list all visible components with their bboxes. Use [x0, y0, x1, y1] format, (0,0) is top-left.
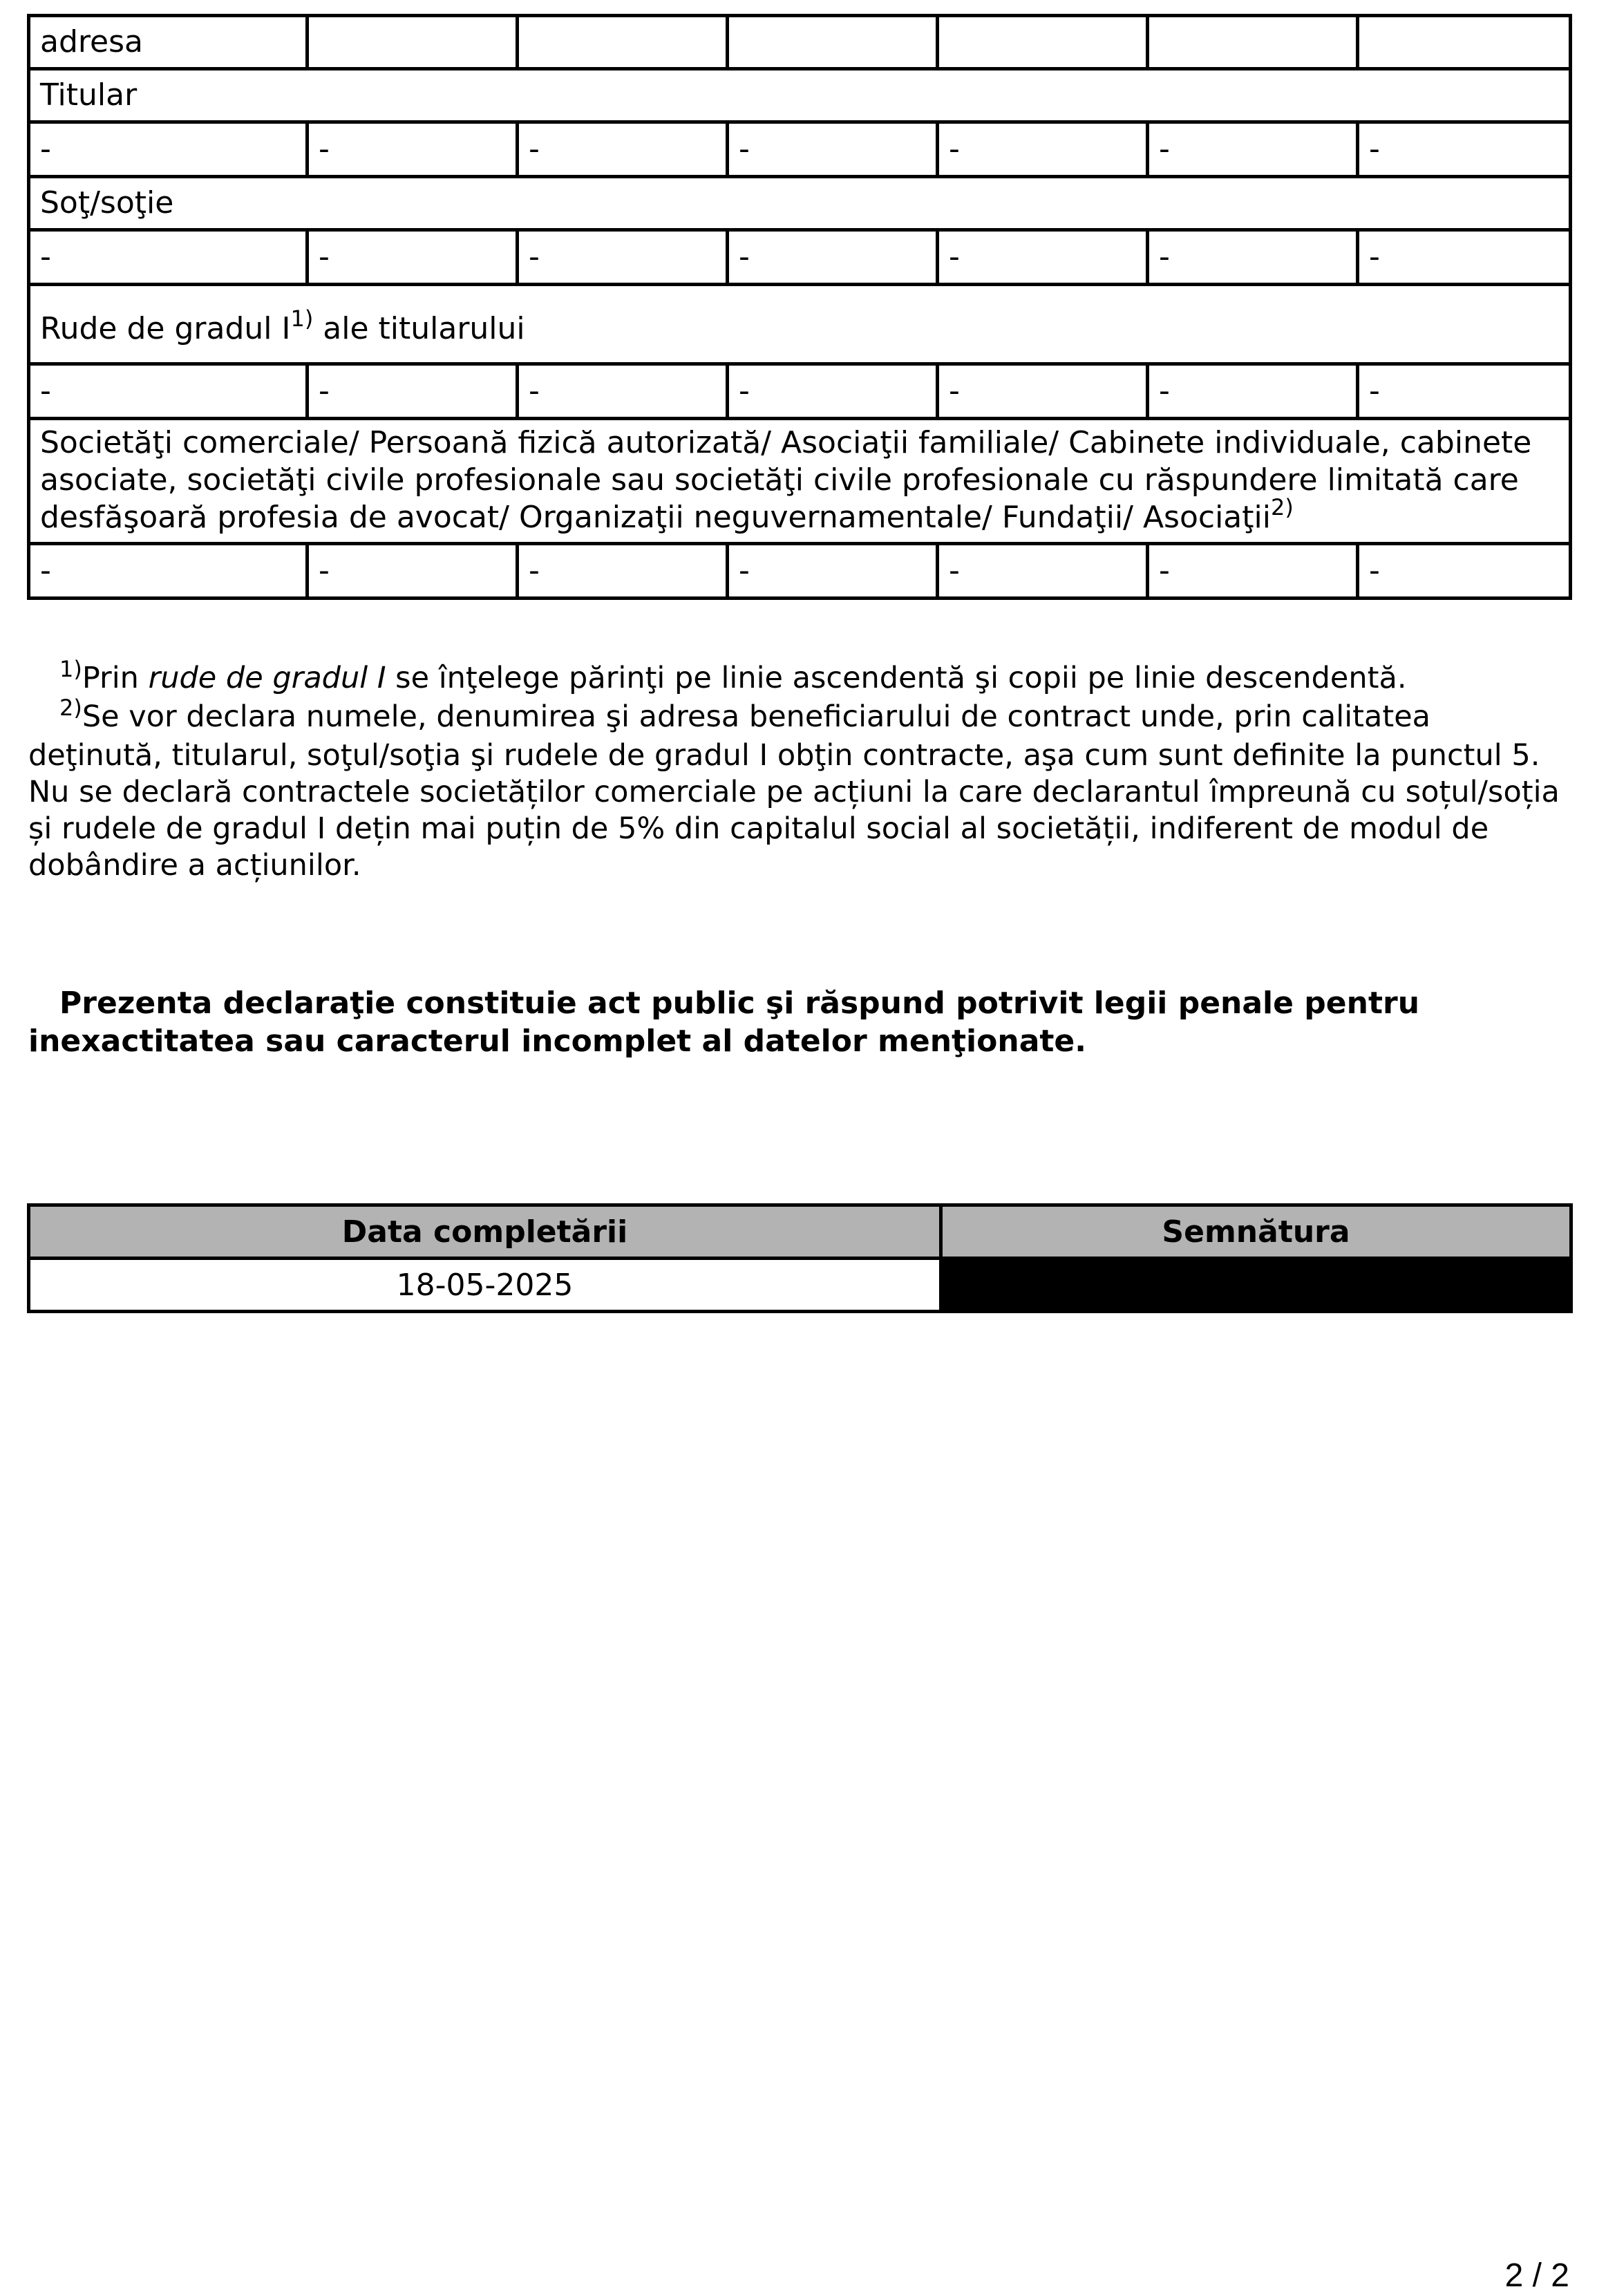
table-cell: -: [1148, 230, 1358, 285]
completion-date: 18-05-2025: [29, 1259, 941, 1312]
table-cell: -: [938, 230, 1148, 285]
table-row: [29, 1259, 1571, 1312]
table-cell: -: [518, 230, 728, 285]
footnotes: [28, 656, 1569, 884]
table-row: [29, 1205, 1571, 1259]
signature-table: [27, 1203, 1573, 1313]
table-cell: -: [938, 364, 1148, 419]
header-cell: [518, 16, 728, 69]
rude-label-suffix: ale titularului: [313, 310, 525, 346]
table-cell: -: [1148, 544, 1358, 599]
footnote-1-marker: 1): [59, 656, 82, 682]
table-row: [29, 419, 1571, 544]
table-cell: -: [938, 544, 1148, 599]
rude-label-text: Rude de gradul I: [40, 310, 291, 346]
table-row: [29, 364, 1571, 419]
table-cell: -: [728, 230, 938, 285]
table-row: [29, 177, 1571, 230]
table-row: [29, 16, 1571, 69]
table-cell: -: [308, 544, 518, 599]
footnote-1-prefix: Prin: [82, 661, 149, 695]
signature-header: Semnătura: [941, 1205, 1571, 1259]
footnote-1-text: se înţelege părinţi pe linie ascendentă şi copii pe linie descendentă.: [386, 661, 1407, 695]
societati-label-text: Societăţi comerciale/ Persoană fizică autorizată/ Asociaţii familiale/ Cabinete individuale, cabinete asociate, societăţi civile profesionale sau societăţi civile profesionale cu răspundere limitată care desfăşoară profesia de avocat/ Organizaţii neguvernamentale/ Fundaţii/ Asociaţii: [40, 424, 1532, 535]
table-cell: -: [1358, 230, 1571, 285]
table-cell: -: [518, 544, 728, 599]
table-cell: -: [518, 364, 728, 419]
sot-section-label: Soţ/soţie: [29, 177, 1571, 230]
footnote-2-marker: 2): [59, 695, 82, 721]
table-cell: -: [308, 364, 518, 419]
table-row: [29, 69, 1571, 122]
titular-section-label: Titular: [29, 69, 1571, 122]
table-cell: -: [1358, 364, 1571, 419]
table-cell: -: [1358, 544, 1571, 599]
footnote-2: [28, 695, 1569, 884]
table-cell: -: [1148, 364, 1358, 419]
table-row: [29, 285, 1571, 364]
footnote-1-italic: rude de gradul I: [148, 661, 386, 695]
rude-section-label: [29, 285, 1571, 364]
table-cell: -: [728, 122, 938, 177]
footnote-ref-2: 2): [1270, 493, 1294, 520]
table-row: [29, 122, 1571, 177]
footnote-2-text: Se vor declara numele, denumirea şi adresa beneficiarului de contract unde, prin calitatea deţinută, titularul, soţul/soţia şi rudele de gradul I obţin contracte, aşa cum sunt definite la punctul 5. Nu se declară contractele societăților comerciale pe acțiuni la care declarantul împreună cu soțul/soția și rudele de gradul I dețin mai puțin de 5% din capitalul social al societății, indiferent de modul de dobândire a acțiunilor.: [28, 699, 1560, 883]
public-act-statement: Prezenta declaraţie constituie act public şi răspund potrivit legii penale pentru inexactitatea sau caracterul incomplet al datelor menţionate.: [28, 986, 1420, 1059]
table-cell: -: [1358, 122, 1571, 177]
table-row: [29, 230, 1571, 285]
table-cell: -: [308, 230, 518, 285]
table-cell: -: [938, 122, 1148, 177]
table-cell: -: [728, 544, 938, 599]
date-header: Data completării: [29, 1205, 941, 1259]
header-cell: [728, 16, 938, 69]
contracts-table: [27, 14, 1572, 600]
footnote-ref-1: 1): [290, 305, 314, 332]
table-cell: -: [29, 364, 308, 419]
table-cell: -: [308, 122, 518, 177]
adresa-header-cell: adresa: [29, 16, 308, 69]
societati-section-label: [29, 419, 1571, 544]
signature-redacted: [941, 1259, 1571, 1312]
table-cell: -: [728, 364, 938, 419]
table-cell: -: [29, 230, 308, 285]
header-cell: [938, 16, 1148, 69]
header-cell: [1358, 16, 1571, 69]
table-cell: -: [29, 544, 308, 599]
header-cell: [1148, 16, 1358, 69]
page-number: 2 / 2: [1504, 2257, 1569, 2294]
table-cell: -: [518, 122, 728, 177]
table-cell: -: [1148, 122, 1358, 177]
header-cell: [308, 16, 518, 69]
table-row: [29, 544, 1571, 599]
table-cell: -: [29, 122, 308, 177]
footnote-1: [28, 656, 1569, 699]
